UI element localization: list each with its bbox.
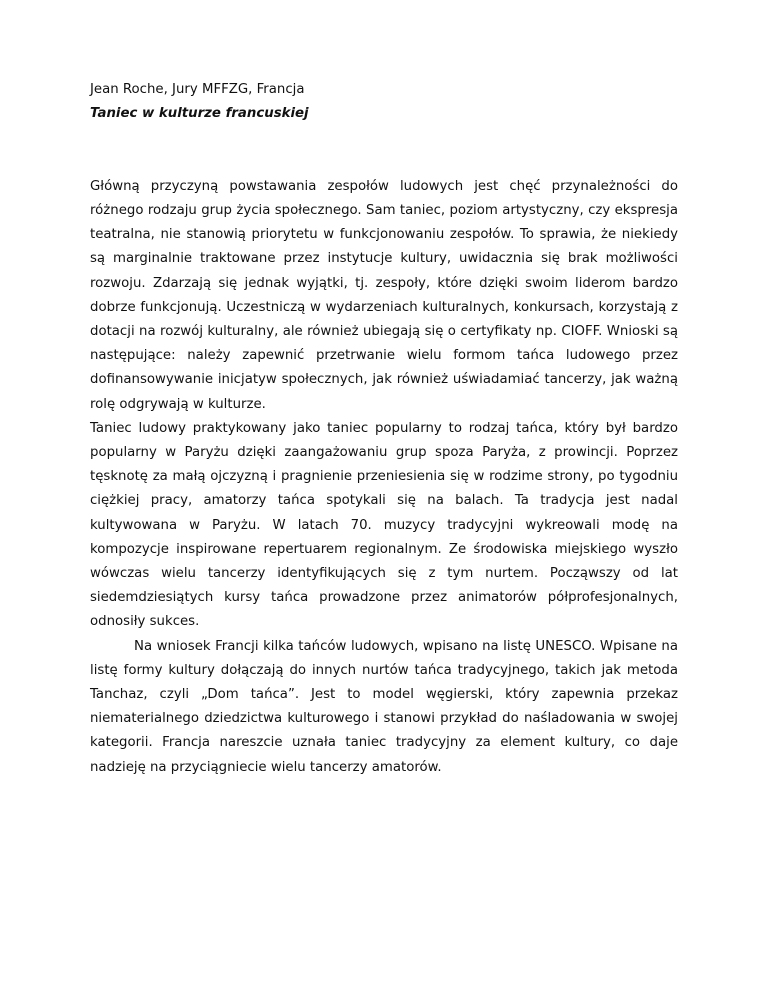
paragraph-folk-dance: Taniec ludowy praktykowany jako taniec popularny to rodzaj tańca, który był bardzo popularny w Paryżu dzięki zaangażowaniu grup spoza Paryża, z prowincji. Poprzez tęsknotę za małą ojczyzną i pragnienie przeniesienia się w rodzime strony, po tygodniu ciężkiej pracy, amatorzy tańca spotykali się na balach. Ta tradycja jest nadal kultywowana w Paryżu. W latach 70. muzycy tradycyjni wykreowali modę na kompozycje inspirowane repertuarem regionalnym. Ze środowiska miejskiego wyszło wówczas wielu tancerzy identyfikujących się z tym nurtem. Począwszy od lat siedemdziesiątych kursy tańca prowadzone przez animatorów półprofesjonalnych, odnosiły sukces. xyxy=(90,420,678,630)
document-page xyxy=(90,78,678,780)
document-title: Taniec w kulturze francuskiej xyxy=(90,106,309,122)
author-line: Jean Roche, Jury MFFZG, Francja xyxy=(90,82,305,97)
paragraph-intro: Główną przyczyną powstawania zespołów ludowych jest chęć przynależności do różnego rodzaju grup życia społecznego. Sam taniec, poziom artystyczny, czy ekspresja teatralna, nie stanowią priorytetu w funkcjonowaniu zespołów. To sprawia, że niekiedy są marginalnie traktowane przez instytucje kultury, uwidacznia się brak możliwości rozwoju. Zdarzają się jednak wyjątki, tj. zespoły, które dzięki swoim liderom bardzo dobrze funkcjonują. Uczestniczą w wydarzeniach kulturalnych, konkursach, korzystają z dotacji na rozwój kulturalny, ale również ubiegają się o certyfikaty np. CIOFF. Wnioski są następujące: należy zapewnić przetrwanie wielu formom tańca ludowego przez dofinansowywanie inicjatyw społecznych, jak również uświadamiać tancerzy, jak ważną rolę odgrywają w kulturze. xyxy=(90,178,678,412)
document-body xyxy=(90,175,678,780)
paragraph-unesco: Na wniosek Francji kilka tańców ludowych, wpisano na listę UNESCO. Wpisane na listę formy kultury dołączają do innych nurtów tańca tradycyjnego, takich jak metoda Tanchaz, czyli „Dom tańca”. Jest to model węgierski, który zapewnia przekaz niematerialnego dziedzictwa kulturowego i stanowi przykład do naśladowania w swojej kategorii. Francja nareszcie uznała taniec tradycyjny za element kultury, co daje nadzieję na przyciągniecie wielu tancerzy amatorów. xyxy=(90,638,678,775)
